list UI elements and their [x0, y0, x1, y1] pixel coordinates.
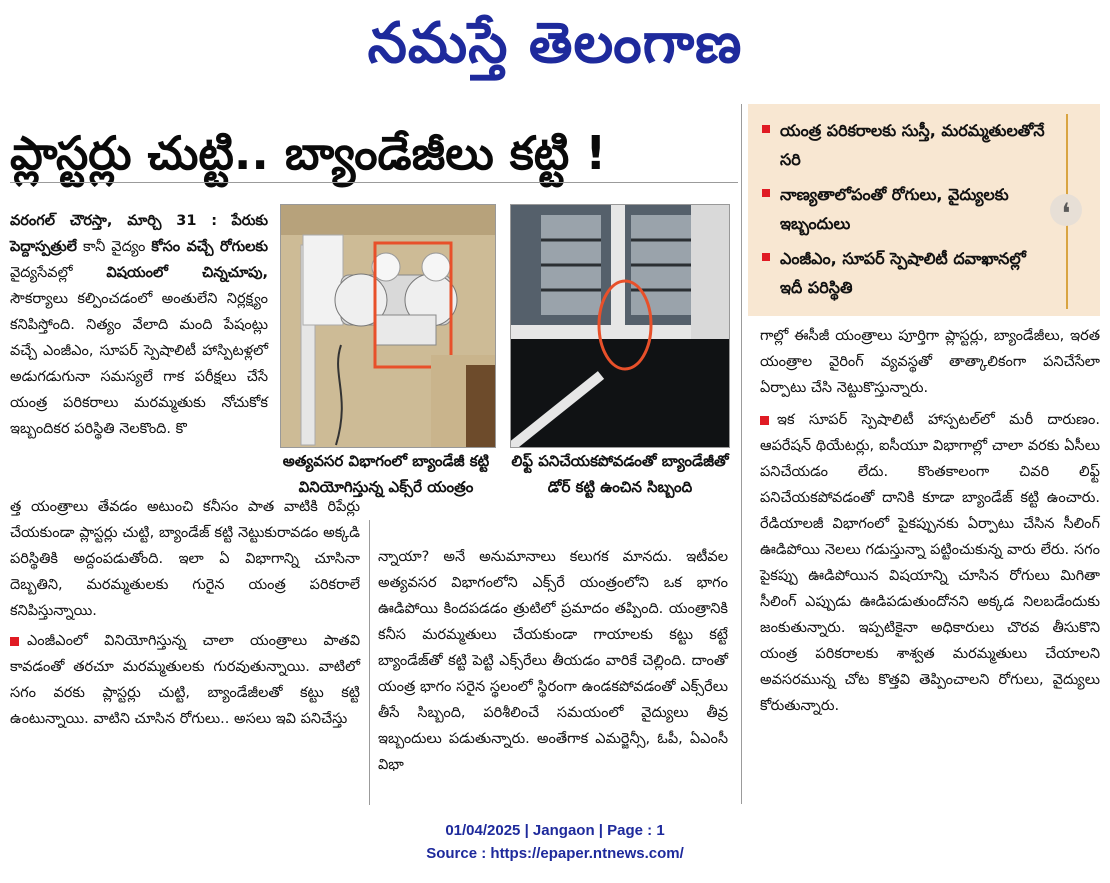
- section-divider: [10, 182, 738, 183]
- lead-bold: విషయంలో చిన్నచూపు,: [106, 265, 268, 281]
- article-column-left: [10, 494, 360, 732]
- paragraph: ఇక సూపర్ స్పెషాలిటీ హాస్పటల్‌లో మరీ దారుణం. ఆపరేషన్ థియేటర్లు, ఐసీయూ విభాగాల్లో చాలా వరకు ఏసీలు పనిచేయడం లేదు. కొంతకాలంగా చివరి లిఫ్ట్ పనిచేయకపోవడంతో దానికి కూడా బ్యాండేజ్ కట్టి ఉంచారు. రేడియాలజీ విభాగంలో పైకప్పునకు ఏర్పాటు చేసిన సీలింగ్ ఊడిపోయి నెలలు గడుస్తున్నా పట్టించుకున్న వారు లేరు. సగం పైకప్పు ఊడిపోయిన విషయాన్ని చూసిన రోగులు మిగితా సీలింగ్ ఎప్పుడు ఊడిపడుతుందోనని అక్కడ నిలబడేందుకు జంకుతున్నారు. ఇప్పటికైనా అధికారులు చొరవ తీసుకొని యంత్ర పరికరాలకు శాశ్వత మరమ్మతులు చేయాలని అవసరమున్న చోట కొత్తవి తెప్పించాలని రోగులు, వైద్యులు కోరుతున్నారు.: [760, 412, 1100, 714]
- lead-bold: పేరుకు పెద్దాస్పత్రులే: [10, 213, 268, 255]
- photo-caption: అత్యవసర విభాగంలో బ్యాండేజీ కట్టి వినియోగిస్తున్న ఎక్స్‌రే యంత్రం: [272, 448, 500, 500]
- paragraph: న్నాయా? అనే అనుమానాలు కలుగక మానదు. ఇటీవల అత్యవసర విభాగంలోని ఎక్స్‌రే యంత్రంలోని ఒక భాగం ఊడిపోయి కిందపడడం త్రుటిలో ప్రమాదం తప్పింది. యంత్రానికి కనీస మరమ్మతులు చేయకుండా గాయాలకు కట్టు కట్టే బ్యాండేజ్‌తో కట్టి పెట్టి ఎక్స్‌రేలు తీయడం వారికే చెల్లింది. దాంతో యంత్ర భాగం సరైన స్థలంలో స్థిరంగా ఉండకపోవడంతో ఎక్స్‌రేలు తీసే సిబ్బంది, పరిశీలించే సమయంలో వైద్యులు తీవ్ర ఇబ్బందులు పడుతున్నారు. అంతేగాక ఎమర్జెన్సీ, ఓపీ, ఏఎంసీ విభా: [378, 549, 728, 773]
- quote-icon: ❛: [1050, 194, 1082, 226]
- column-divider: [741, 104, 742, 804]
- highlights-box: [748, 104, 1100, 316]
- highlight-text: నాణ్యతాలోపంతో రోగులు, వైద్యులకు ఇబ్బందులు: [780, 185, 1009, 233]
- bullet-icon: [10, 637, 19, 646]
- highlight-text: ఎంజీఎం, సూపర్ స్పెషాలిటీ దవాఖానల్లో ఇదీ పరిస్థితి: [780, 249, 1026, 297]
- xray-machine-illustration: [281, 205, 495, 447]
- article-column-lead: [10, 208, 268, 442]
- lead-bold: కోసం వచ్చే రోగులకు: [151, 239, 268, 255]
- xray-machine-photo: [280, 204, 496, 448]
- article-column-right: [760, 323, 1100, 719]
- bullet-icon: [760, 416, 769, 425]
- bullet-icon: [762, 253, 770, 261]
- article-column-middle: [378, 544, 728, 778]
- dateline: వరంగల్ చౌరస్తా, మార్చి 31 :: [10, 213, 218, 229]
- paragraph: త్త యంత్రాలు తేవడం అటుంచి కనీసం పాత వాటికి రిపేర్లు చేయకుండా ప్లాస్టర్లు చుట్టి, బ్యాండేజ్ కట్టి నెట్టుకురావడం అక్కడి పరిస్థితికి అద్దంపడుతోంది. ఇలా ఏ విభాగాన్ని చూసినా దెబ్బతిని, మరమ్మతులకు గురైన యంత్ర పరికరాలే కనిపిస్తున్నాయి.: [10, 499, 360, 619]
- masthead-logo: నమస్తే తెలంగాణ: [367, 10, 743, 76]
- photo-caption: లిఫ్ట్ పనిచేయకపోవడంతో బ్యాండేజీతో డోర్ కట్టి ఉంచిన సిబ్బంది: [504, 448, 736, 500]
- lead-text: సౌకర్యాలు కల్పించడంలో అంతులేని నిర్లక్ష్యం కనిపిస్తోంది. నిత్యం వేలాది మంది పేషంట్లు వచ్చే ఎంజీఎం, సూపర్ స్పెషాలిటీ హాస్పిటళ్లలో అడుగడుగునా సమస్యలే గాక పరీక్షలు చేసే యంత్ర పరికరాలు మరమ్మతుకు నోచుకోక ఇబ్బందికర పరిస్థితి నెలకొంది. కొ: [10, 291, 268, 437]
- footer-date-line: 01/04/2025 | Jangaon | Page : 1: [445, 822, 665, 839]
- paragraph-block: [10, 628, 360, 732]
- highlight-item: [762, 244, 1086, 302]
- lead-text: వైద్యసేవల్లో: [10, 265, 73, 281]
- article-headline: ప్లాస్టర్లు చుట్టి.. బ్యాండేజీలు కట్టి !: [10, 126, 607, 180]
- footer-source-line: Source : https://epaper.ntnews.com/: [426, 845, 684, 862]
- highlight-text: యంత్ర పరికరాలకు సుస్తీ, మరమ్మతులతోనే సరి: [780, 121, 1045, 169]
- column-divider: [369, 520, 370, 805]
- paragraph: గాల్లో ఈసీజీ యంత్రాలు పూర్తిగా ప్లాస్టర్లు, బ్యాండేజీలు, ఇరత యంత్రాల వైరింగ్ వ్యవస్థతో తాత్కాలికంగా పనిచేసేలా ఏర్పాటు చేసి నెట్టుకొస్తున్నారు.: [760, 328, 1100, 396]
- lift-door-photo: [510, 204, 730, 448]
- highlight-item: [762, 180, 1086, 238]
- bullet-icon: [762, 189, 770, 197]
- highlight-item: [762, 116, 1086, 174]
- paragraph-block: [760, 407, 1100, 719]
- bullet-icon: [762, 125, 770, 133]
- lift-door-illustration: [511, 205, 729, 447]
- paragraph: ఎంజీఎంలో వినియోగిస్తున్న చాలా యంత్రాలు పాతవి కావడంతో తరచూ మరమ్మతులకు గురవుతున్నాయి. వాటిలో సగం వరకు ప్లాస్టర్లు చుట్టి, బ్యాండేజీలతో కట్టు కట్టి ఉంటున్నాయి. వాటిని చూసిన రోగులు.. అసలు ఇవి పనిచేస్తు: [10, 633, 360, 727]
- lead-text: కానీ వైద్యం: [82, 239, 146, 255]
